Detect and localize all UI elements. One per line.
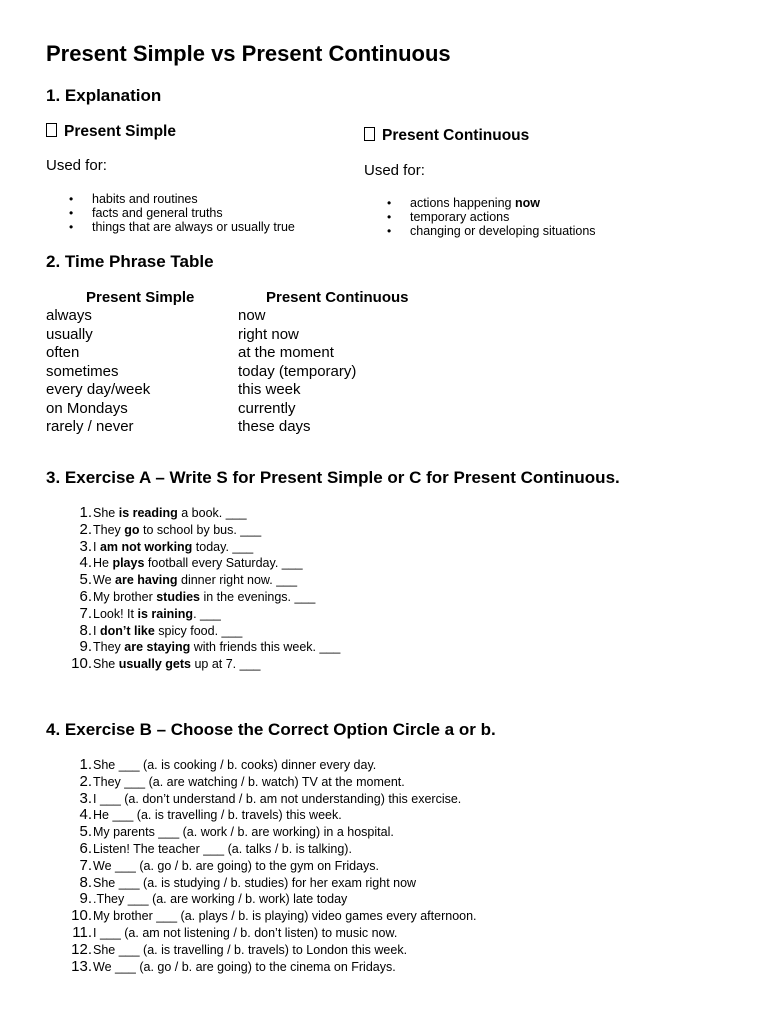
item-verb: am not working xyxy=(99,539,193,554)
item-text-pre: They xyxy=(93,522,125,537)
list-item xyxy=(46,774,477,791)
item-text xyxy=(93,624,242,638)
table-cell: currently xyxy=(238,399,296,417)
list-item xyxy=(46,908,477,925)
list-item: • habits and routines xyxy=(46,192,295,206)
table-cell: at the moment xyxy=(238,344,334,361)
present-simple-uses-list xyxy=(46,192,295,234)
list-item xyxy=(46,959,477,976)
list-item-text: temporary actions xyxy=(410,210,510,224)
table-cell: rarely / never xyxy=(46,418,134,435)
item-text-post: with friends this week. ___ xyxy=(190,640,341,655)
list-item xyxy=(364,196,596,210)
item-text-post: today. ___ xyxy=(192,539,254,554)
table-cell: this week xyxy=(238,381,301,398)
list-item xyxy=(46,791,477,808)
item-text-post: . ___ xyxy=(193,606,221,621)
list-item: • things that are always or usually true xyxy=(46,220,295,234)
item-text-pre: She xyxy=(93,657,119,672)
exercise-b-list xyxy=(46,757,477,975)
item-text: .They ___ (a. are working / b. work) late today xyxy=(93,892,348,907)
item-number: 1. xyxy=(79,756,92,773)
item-number: 8. xyxy=(79,873,92,891)
item-text xyxy=(93,590,315,604)
list-item xyxy=(46,925,477,942)
item-number: 3. xyxy=(79,789,92,807)
list-item xyxy=(46,807,477,824)
list-item xyxy=(46,875,477,892)
item-number: 7. xyxy=(79,856,92,874)
item-text-post: football every Saturday. ___ xyxy=(144,556,303,571)
checkbox-icon xyxy=(46,123,57,137)
item-text: They ___ (a. are watching / b. watch) TV at the moment. xyxy=(93,774,405,789)
item-number: 6. xyxy=(79,839,92,857)
table-cell: usually xyxy=(46,325,93,343)
item-text xyxy=(93,657,260,671)
list-item xyxy=(46,505,340,522)
list-item xyxy=(46,841,477,858)
item-text-pre: He xyxy=(93,556,113,571)
item-number: 2. xyxy=(79,772,92,790)
page-title: Present Simple vs Present Continuous xyxy=(46,41,451,66)
present-simple-used-for: Used for: xyxy=(46,157,107,174)
table-cell: right now xyxy=(238,325,299,343)
item-text-post: up at 7. ___ xyxy=(190,657,261,672)
item-number: 2. xyxy=(79,520,92,538)
item-text xyxy=(93,523,261,537)
item-text: My brother ___ (a. plays / b. is playing) video games every afternoon. xyxy=(93,909,477,924)
list-item xyxy=(46,606,340,623)
table-cell: often xyxy=(46,344,80,361)
item-number: 1. xyxy=(79,504,92,521)
present-continuous-heading xyxy=(364,127,529,145)
list-item: • facts and general truths xyxy=(46,206,295,220)
item-number: 9. xyxy=(79,890,92,908)
item-number: 12. xyxy=(71,940,92,958)
section-2-heading: 2. Time Phrase Table xyxy=(46,252,214,271)
item-number: 4. xyxy=(79,806,92,824)
table-header: Present Continuous xyxy=(266,289,409,306)
item-number: 9. xyxy=(79,638,92,656)
table-cell: these days xyxy=(238,418,311,435)
item-text-pre: My brother xyxy=(93,589,157,604)
list-item xyxy=(46,757,477,774)
item-number: 4. xyxy=(79,554,92,572)
item-verb: is reading xyxy=(118,506,178,520)
item-verb: is raining xyxy=(137,606,194,621)
list-item xyxy=(46,623,340,640)
item-text-pre: I xyxy=(93,623,100,638)
item-text: She ___ (a. is cooking / b. cooks) dinner every day. xyxy=(93,758,377,772)
list-item-bold: now xyxy=(514,196,540,210)
item-text-pre: I xyxy=(93,539,100,554)
list-item xyxy=(46,639,340,656)
list-item xyxy=(46,858,477,875)
item-number: 5. xyxy=(79,571,92,589)
item-text: I ___ (a. don’t understand / b. am not understanding) this exercise. xyxy=(93,791,462,806)
list-item-text: changing or developing situations xyxy=(410,224,596,238)
list-item xyxy=(46,522,340,539)
present-continuous-used-for: Used for: xyxy=(364,162,425,179)
present-simple-heading xyxy=(46,123,176,141)
list-item xyxy=(46,656,340,673)
list-item xyxy=(46,572,340,589)
item-text-post: to school by bus. ___ xyxy=(139,522,262,537)
list-item xyxy=(46,539,340,556)
item-text-pre: We xyxy=(93,573,115,588)
item-verb: plays xyxy=(112,556,145,571)
item-number: 5. xyxy=(79,823,92,841)
section-3-heading: 3. Exercise A – Write S for Present Simple or C for Present Continuous. xyxy=(46,468,620,487)
item-number: 6. xyxy=(79,587,92,605)
list-item-text: actions happening xyxy=(410,196,515,210)
list-item xyxy=(46,891,477,908)
item-verb: are staying xyxy=(124,640,191,655)
item-text: Listen! The teacher ___ (a. talks / b. is talking). xyxy=(93,841,352,856)
list-item xyxy=(46,942,477,959)
item-text xyxy=(93,540,253,554)
item-text-post: a book. ___ xyxy=(177,506,247,520)
list-item xyxy=(46,824,477,841)
list-item xyxy=(364,210,596,224)
item-number: 11. xyxy=(72,923,92,941)
item-text: My parents ___ (a. work / b. are working) in a hospital. xyxy=(93,825,394,840)
item-text-pre: They xyxy=(93,640,125,655)
item-text xyxy=(93,506,247,520)
item-text: We ___ (a. go / b. are going) to the gym on Fridays. xyxy=(93,858,380,873)
present-continuous-uses-list xyxy=(364,196,596,238)
item-number: 10. xyxy=(71,907,92,925)
list-item xyxy=(364,224,596,238)
present-continuous-heading-text: Present Continuous xyxy=(382,127,530,144)
item-text: He ___ (a. is travelling / b. travels) this week. xyxy=(93,808,342,823)
item-verb: usually gets xyxy=(118,657,191,672)
section-4-heading: 4. Exercise B – Choose the Correct Option Circle a or b. xyxy=(46,720,496,739)
item-text: She ___ (a. is studying / b. studies) for her exam right now xyxy=(93,875,417,890)
item-text-pre: She xyxy=(93,506,119,520)
item-number: 7. xyxy=(79,604,92,622)
item-verb: are having xyxy=(115,573,178,588)
item-verb: go xyxy=(124,522,140,537)
item-verb: studies xyxy=(156,589,200,604)
table-header: Present Simple xyxy=(86,289,195,306)
time-table-continuous-column xyxy=(238,288,458,437)
item-number: 8. xyxy=(79,621,92,639)
item-number: 3. xyxy=(79,537,92,555)
item-text: She ___ (a. is travelling / b. travels) to London this week. xyxy=(93,942,408,957)
item-text-post: spicy food. ___ xyxy=(154,623,243,638)
list-item xyxy=(46,589,340,606)
item-verb: don’t like xyxy=(99,623,155,638)
item-number: 10. xyxy=(71,655,92,673)
item-text: I ___ (a. am not listening / b. don’t listen) to music now. xyxy=(93,925,398,940)
item-number: 13. xyxy=(71,957,92,975)
table-cell: today (temporary) xyxy=(238,362,357,380)
item-text-post: dinner right now. ___ xyxy=(177,573,298,588)
item-text-post: in the evenings. ___ xyxy=(199,589,316,604)
table-cell: now xyxy=(238,307,266,324)
table-cell: always xyxy=(46,307,92,324)
exercise-a-list xyxy=(46,505,340,673)
list-item xyxy=(46,555,340,572)
section-1-heading: 1. Explanation xyxy=(46,86,162,105)
item-text-pre: Look! It xyxy=(93,606,138,621)
item-text xyxy=(93,556,303,570)
table-cell: every day/week xyxy=(46,381,151,398)
checkbox-icon xyxy=(364,127,375,141)
item-text: We ___ (a. go / b. are going) to the cinema on Fridays. xyxy=(93,959,396,974)
time-table-simple-column xyxy=(46,288,236,437)
item-text xyxy=(93,640,340,654)
table-cell: sometimes xyxy=(46,362,119,380)
table-cell: on Mondays xyxy=(46,399,128,417)
item-text xyxy=(93,573,297,587)
item-text xyxy=(93,607,221,621)
present-simple-heading-text: Present Simple xyxy=(64,123,176,140)
